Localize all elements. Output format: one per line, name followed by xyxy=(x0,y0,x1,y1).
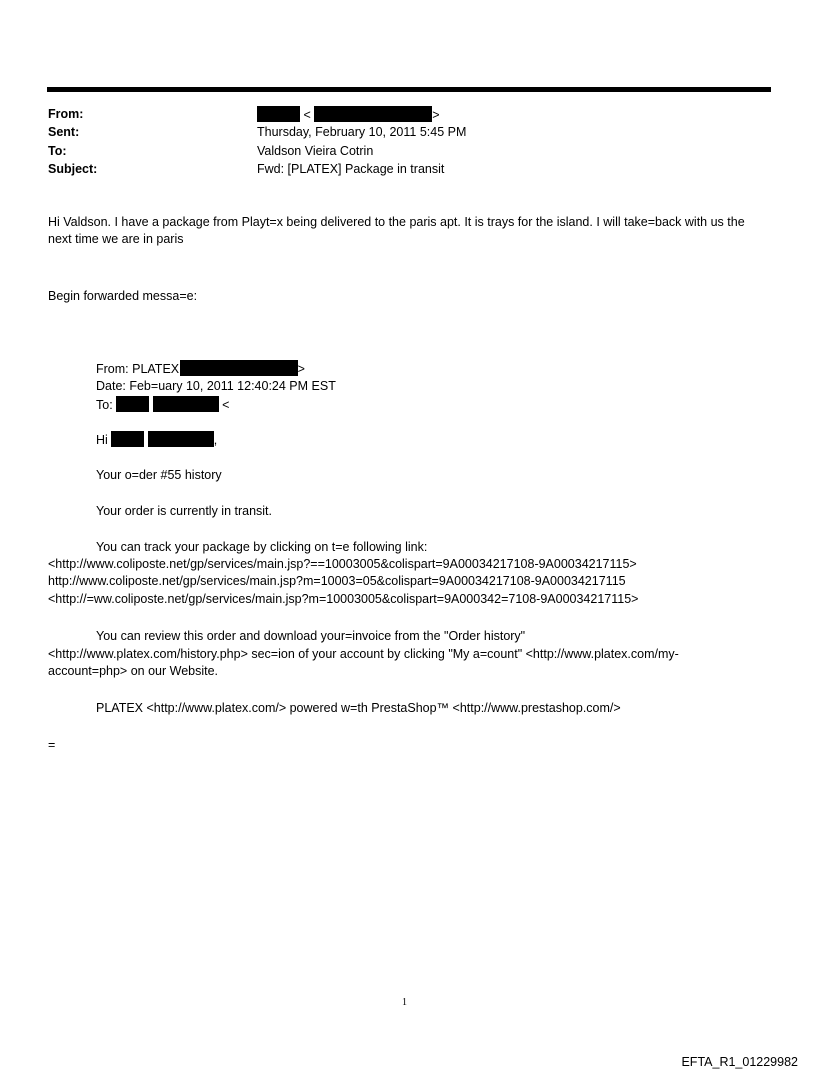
fwd-review-line-2: <http://www.platex.com/history.php> sec=ion of your account by clicking "My a=count" <http://www.platex.com/my- xyxy=(48,647,679,661)
sent-value: Thursday, February 10, 2011 5:45 PM xyxy=(257,125,467,139)
from-label: From: xyxy=(48,107,84,121)
subject-value: Fwd: [PLATEX] Package in transit xyxy=(257,162,445,176)
fwd-order-history: Your o=der #55 history xyxy=(96,468,222,482)
fwd-hi-suffix: , xyxy=(213,433,218,447)
redaction-block xyxy=(111,431,144,447)
begin-forwarded: Begin forwarded messa=e: xyxy=(48,289,198,303)
subject-label: Subject: xyxy=(48,162,98,176)
fwd-hi-prefix: Hi xyxy=(96,433,108,447)
tracking-link-1: <http://www.coliposte.net/gp/services/main.jsp?==10003005&colispart=9A00034217108-9A00034217115> xyxy=(48,557,637,571)
from-value xyxy=(257,106,440,124)
header-rule xyxy=(47,87,771,92)
from-gt: > xyxy=(432,108,440,122)
from-lt: < xyxy=(303,108,311,122)
fwd-track-intro: You can track your package by clicking on t=e following link: xyxy=(96,540,428,554)
fwd-date-line: Date: Feb=uary 10, 2011 12:40:24 PM EST xyxy=(96,379,336,393)
fwd-review-line-3: account=php> on our Website. xyxy=(48,664,219,678)
redaction-block xyxy=(180,360,298,376)
redaction-block xyxy=(148,431,214,447)
bates-number: EFTA_R1_01229982 xyxy=(681,1055,798,1069)
fwd-from-line xyxy=(96,360,305,378)
fwd-to-line xyxy=(96,396,229,414)
fwd-to-suffix: < xyxy=(222,398,230,412)
fwd-footer: PLATEX <http://www.platex.com/> powered w=th PrestaShop™ <http://www.prestashop.com/> xyxy=(96,701,621,715)
trailing-equals: = xyxy=(48,738,56,752)
fwd-from-suffix: > xyxy=(297,362,305,376)
to-value: Valdson Vieira Cotrin xyxy=(257,144,374,158)
fwd-greeting xyxy=(96,431,217,449)
tracking-link-3: <http://=ww.coliposte.net/gp/services/main.jsp?m=10003005&colispart=9A000342=7108-9A00034217115> xyxy=(48,592,639,606)
fwd-in-transit: Your order is currently in transit. xyxy=(96,504,273,518)
redaction-block xyxy=(116,396,149,412)
page-number: 1 xyxy=(402,997,407,1008)
fwd-review-line-1: You can review this order and download your=invoice from the "Order history" xyxy=(96,629,526,643)
redaction-block xyxy=(153,396,219,412)
sent-label: Sent: xyxy=(48,125,80,139)
fwd-from-prefix: From: PLATEX xyxy=(96,362,180,376)
fwd-to-prefix: To: xyxy=(96,398,113,412)
message-body: Hi Valdson. I have a package from Playt=x being delivered to the paris apt. It is trays for the island. I will take=back with us the next time we are in paris xyxy=(48,215,745,246)
redaction-block xyxy=(257,106,300,122)
redaction-block xyxy=(314,106,432,122)
tracking-link-2: http://www.coliposte.net/gp/services/main.jsp?m=10003=05&colispart=9A00034217108-9A00034217115 xyxy=(48,574,626,588)
to-label: To: xyxy=(48,144,67,158)
